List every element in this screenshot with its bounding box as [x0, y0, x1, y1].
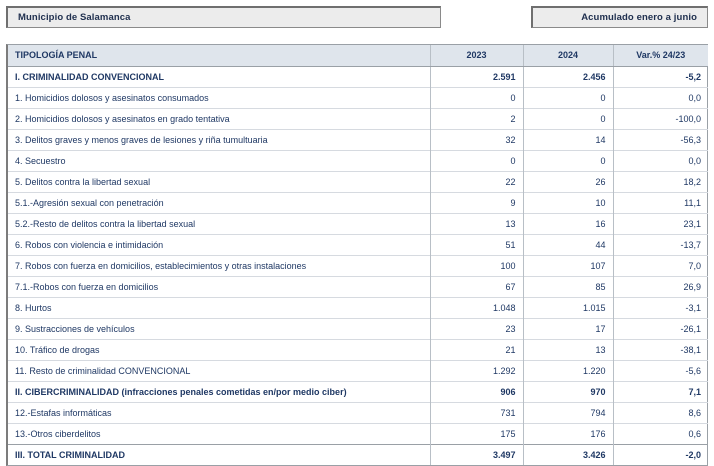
row-value-variacion: 23,1 [613, 213, 708, 234]
table-row [8, 234, 708, 255]
row-value-2023: 731 [430, 402, 523, 423]
row-label: III. TOTAL CRIMINALIDAD [8, 444, 430, 465]
row-value-variacion: -56,3 [613, 129, 708, 150]
table-row [8, 423, 708, 444]
row-label: 10. Tráfico de drogas [8, 339, 430, 360]
row-label: 9. Sustracciones de vehículos [8, 318, 430, 339]
row-value-2024: 10 [523, 192, 613, 213]
row-label: 7.1.-Robos con fuerza en domicilios [8, 276, 430, 297]
table-header [8, 45, 708, 66]
row-label: 5.1.-Agresión sexual con penetración [8, 192, 430, 213]
table-header-row [8, 45, 708, 66]
row-value-variacion: 7,0 [613, 255, 708, 276]
row-value-variacion: -38,1 [613, 339, 708, 360]
table-row [8, 108, 708, 129]
row-value-2023: 2 [430, 108, 523, 129]
row-label: 7. Robos con fuerza en domicilios, establecimientos y otras instalaciones [8, 255, 430, 276]
table-row [8, 318, 708, 339]
table-row [8, 129, 708, 150]
column-header-2023: 2023 [430, 45, 523, 66]
row-value-2023: 22 [430, 171, 523, 192]
row-value-2023: 1.048 [430, 297, 523, 318]
row-value-2024: 3.426 [523, 444, 613, 465]
row-value-variacion: 26,9 [613, 276, 708, 297]
row-value-2023: 0 [430, 150, 523, 171]
row-value-2023: 23 [430, 318, 523, 339]
table-row [8, 213, 708, 234]
table-row [8, 402, 708, 423]
row-value-2024: 17 [523, 318, 613, 339]
table-row [8, 66, 708, 87]
column-header-variacion: Var.% 24/23 [613, 45, 708, 66]
row-label: 11. Resto de criminalidad CONVENCIONAL [8, 360, 430, 381]
row-value-variacion: -26,1 [613, 318, 708, 339]
table-row [8, 381, 708, 402]
row-value-2024: 2.456 [523, 66, 613, 87]
row-value-2024: 176 [523, 423, 613, 444]
row-value-variacion: -5,6 [613, 360, 708, 381]
row-label: 6. Robos con violencia e intimidación [8, 234, 430, 255]
row-value-2023: 3.497 [430, 444, 523, 465]
row-value-2024: 26 [523, 171, 613, 192]
period-title-box [531, 6, 708, 28]
row-value-variacion: 0,6 [613, 423, 708, 444]
row-value-2024: 970 [523, 381, 613, 402]
row-value-variacion: 8,6 [613, 402, 708, 423]
row-value-2024: 85 [523, 276, 613, 297]
row-label: 13.-Otros ciberdelitos [8, 423, 430, 444]
table-row [8, 444, 708, 465]
table-row [8, 192, 708, 213]
row-label: 12.-Estafas informáticas [8, 402, 430, 423]
table-row [8, 150, 708, 171]
table-row [8, 297, 708, 318]
row-value-2023: 67 [430, 276, 523, 297]
row-value-variacion: -100,0 [613, 108, 708, 129]
table-row [8, 339, 708, 360]
column-header-2024: 2024 [523, 45, 613, 66]
row-value-2023: 2.591 [430, 66, 523, 87]
row-value-2023: 32 [430, 129, 523, 150]
row-value-variacion: 7,1 [613, 381, 708, 402]
row-label: 3. Delitos graves y menos graves de lesiones y riña tumultuaria [8, 129, 430, 150]
row-value-2024: 44 [523, 234, 613, 255]
row-value-variacion: 0,0 [613, 150, 708, 171]
row-label: I. CRIMINALIDAD CONVENCIONAL [15, 71, 164, 82]
row-value-2023: 100 [430, 255, 523, 276]
row-value-variacion: -2,0 [613, 444, 708, 465]
table-row [8, 276, 708, 297]
row-label: 5.2.-Resto de delitos contra la libertad sexual [8, 213, 430, 234]
table-row [8, 360, 708, 381]
row-value-2023: 21 [430, 339, 523, 360]
row-value-variacion: 11,1 [613, 192, 708, 213]
row-value-2023: 13 [430, 213, 523, 234]
row-label: II. CIBERCRIMINALIDAD (infracciones penales cometidas en/por medio ciber) [8, 381, 430, 402]
table-row [8, 171, 708, 192]
row-value-2023: 1.292 [430, 360, 523, 381]
row-value-variacion: 18,2 [613, 171, 708, 192]
row-value-variacion: -5,2 [613, 66, 708, 87]
row-value-2024: 1.220 [523, 360, 613, 381]
table-row [8, 87, 708, 108]
row-value-2023: 0 [430, 87, 523, 108]
row-value-2024: 0 [523, 150, 613, 171]
row-label: 4. Secuestro [8, 150, 430, 171]
row-value-2024: 16 [523, 213, 613, 234]
top-header-bar [0, 0, 714, 36]
row-value-2023: 175 [430, 423, 523, 444]
row-value-2024: 0 [523, 108, 613, 129]
period-title-text: Acumulado enero a junio [581, 12, 697, 23]
municipality-title-box [6, 6, 441, 28]
row-value-2024: 14 [523, 129, 613, 150]
row-value-variacion: -3,1 [613, 297, 708, 318]
row-label: 5. Delitos contra la libertad sexual [8, 171, 430, 192]
row-label: 8. Hurtos [8, 297, 430, 318]
column-header-tipologia: TIPOLOGÍA PENAL [8, 45, 430, 66]
municipality-title-text: Municipio de Salamanca [18, 12, 131, 23]
table-row [8, 255, 708, 276]
row-value-2024: 1.015 [523, 297, 613, 318]
row-value-variacion: 0,0 [613, 87, 708, 108]
row-value-2023: 51 [430, 234, 523, 255]
row-value-variacion: -13,7 [613, 234, 708, 255]
row-value-2024: 107 [523, 255, 613, 276]
row-value-2024: 13 [523, 339, 613, 360]
row-value-2023: 906 [430, 381, 523, 402]
table-body [8, 66, 708, 465]
row-value-2024: 0 [523, 87, 613, 108]
crime-statistics-table-container [6, 44, 708, 466]
row-label: 2. Homicidios dolosos y asesinatos en grado tentativa [8, 108, 430, 129]
row-label: 1. Homicidios dolosos y asesinatos consumados [8, 87, 430, 108]
crime-statistics-table [8, 45, 708, 465]
row-value-2023: 9 [430, 192, 523, 213]
row-value-2024: 794 [523, 402, 613, 423]
